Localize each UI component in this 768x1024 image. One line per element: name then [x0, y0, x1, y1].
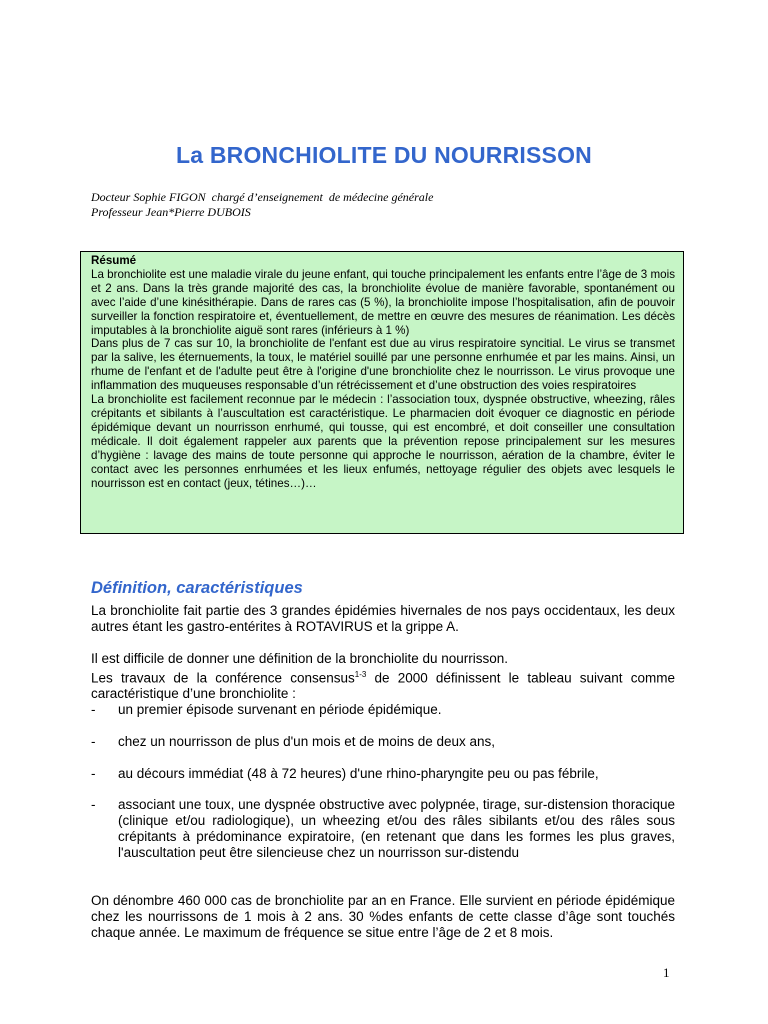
section-heading: Définition, caractéristiques [91, 579, 303, 597]
list-dash: - [91, 701, 96, 717]
summary-heading: Résumé [91, 254, 137, 267]
epidemiology-paragraph: On dénombre 460 000 cas de bronchiolite par an en France. Elle survient en période épidémique chez les nourrissons de 1 mois à 2 ans. 30 %des enfants de cette classe d’âge sont touchés chaque année. Le maximum de fréquence se situe entre l’âge de 2 et 8 mois. [91, 892, 675, 940]
definition-line: Il est difficile de donner une définition de la bronchiolite du nourrisson. [91, 650, 509, 666]
criteria-list [91, 702, 675, 861]
list-dash: - [91, 733, 96, 749]
list-item [91, 797, 675, 861]
list-dash: - [91, 797, 96, 813]
author-line: Professeur Jean*Pierre DUBOIS [91, 205, 251, 219]
page-number: 1 [663, 965, 670, 980]
author-list [91, 190, 433, 220]
summary-paragraph: La bronchiolite est une maladie virale du jeune enfant, qui touche principalement les enfants entre l’âge de 3 mois et 2 ans. Dans la très grande majorité des cas, la bronchiolite évolue de manière favorable, spontanément ou avec l’aide d’une kinésithérapie. Dans de rares cas (5 %), la bronchiolite impose l’hospitalisation, afin de pouvoir surveiller la fonction respiratoire et, éventuellement, de mettre en œuvre des mesures de réanimation. Les décès imputables à la bronchiolite aiguë sont rares (inférieurs à 1 %) [91, 267, 675, 337]
list-item-text: un premier épisode survenant en période épidémique. [118, 701, 442, 717]
section-body [91, 603, 675, 940]
list-item-text: chez un nourrisson de plus d'un mois et de moins de deux ans, [118, 733, 496, 749]
list-item [91, 766, 675, 782]
list-dash: - [91, 765, 96, 781]
consensus-paragraph [91, 667, 675, 702]
summary-box [80, 251, 684, 534]
consensus-text-end: de 2000 définissent le tableau suivant comme caractéristique d’une bronchiolite : [91, 670, 675, 702]
consensus-text-start: Les travaux de la conférence consensus [91, 670, 355, 686]
definition-section [91, 579, 675, 940]
author-line: Docteur Sophie FIGON chargé d’enseignement de médecine générale [91, 190, 434, 204]
reference-superscript: 1-3 [354, 669, 367, 679]
list-item-text: associant une toux, une dyspnée obstructive avec polypnée, tirage, sur-distension thoracique (clinique et/ou radiologique), un wheezing et/ou des râles sibilants et/ou des râles sous crépitants à prédominance expiratoire, (en retenant que dans les formes les plus graves, l'auscultation peut être silencieuse chez un nourrisson sur-distendu [118, 797, 675, 861]
summary-paragraph: Dans plus de 7 cas sur 10, la bronchiolite de l'enfant est due au virus respiratoire syncitial. Le virus se transmet par la salive, les éternuements, la toux, le matériel souillé par une personne enrhumée et par les mains. Ainsi, un rhume de l'enfant et de l'adulte peut être à l'origine d'une bronchiolite chez le nourrisson. Le virus provoque une inflammation des muqueuses responsable d’un rétrécissement et d’une obstruction des voies respiratoires [91, 337, 675, 393]
summary-paragraph: La bronchiolite est facilement reconnue par le médecin : l’association toux, dyspnée obstructive, wheezing, râles crépitants et sibilants à l’auscultation est caractéristique. Le pharmacien doit évoquer ce diagnostic en période épidémique devant un nourrisson enrhumé, qui tousse, qui est encombré, et doit conseiller une consultation médicale. Il doit également rappeler aux parents que la prévention repose principalement sur les mesures d’hygiène : lavage des mains de toute personne qui approche le nourrisson, aération de la chambre, éviter le contact avec les personnes enrhumées et les lieux enfumés, nettoyage régulier des objets avec lesquels le nourrisson est en contact (jeux, tétines…)… [91, 393, 675, 490]
page-title: La BRONCHIOLITE DU NOURRISSON [176, 142, 592, 168]
list-item [91, 734, 675, 750]
intro-paragraph: La bronchiolite fait partie des 3 grandes épidémies hivernales de nos pays occidentaux, les deux autres étant les gastro-entérites à ROTAVIRUS et la grippe A. [91, 603, 675, 634]
list-item-text: au décours immédiat (48 à 72 heures) d'une rhino-pharyngite peu ou pas fébrile, [118, 765, 599, 781]
list-item [91, 702, 675, 718]
